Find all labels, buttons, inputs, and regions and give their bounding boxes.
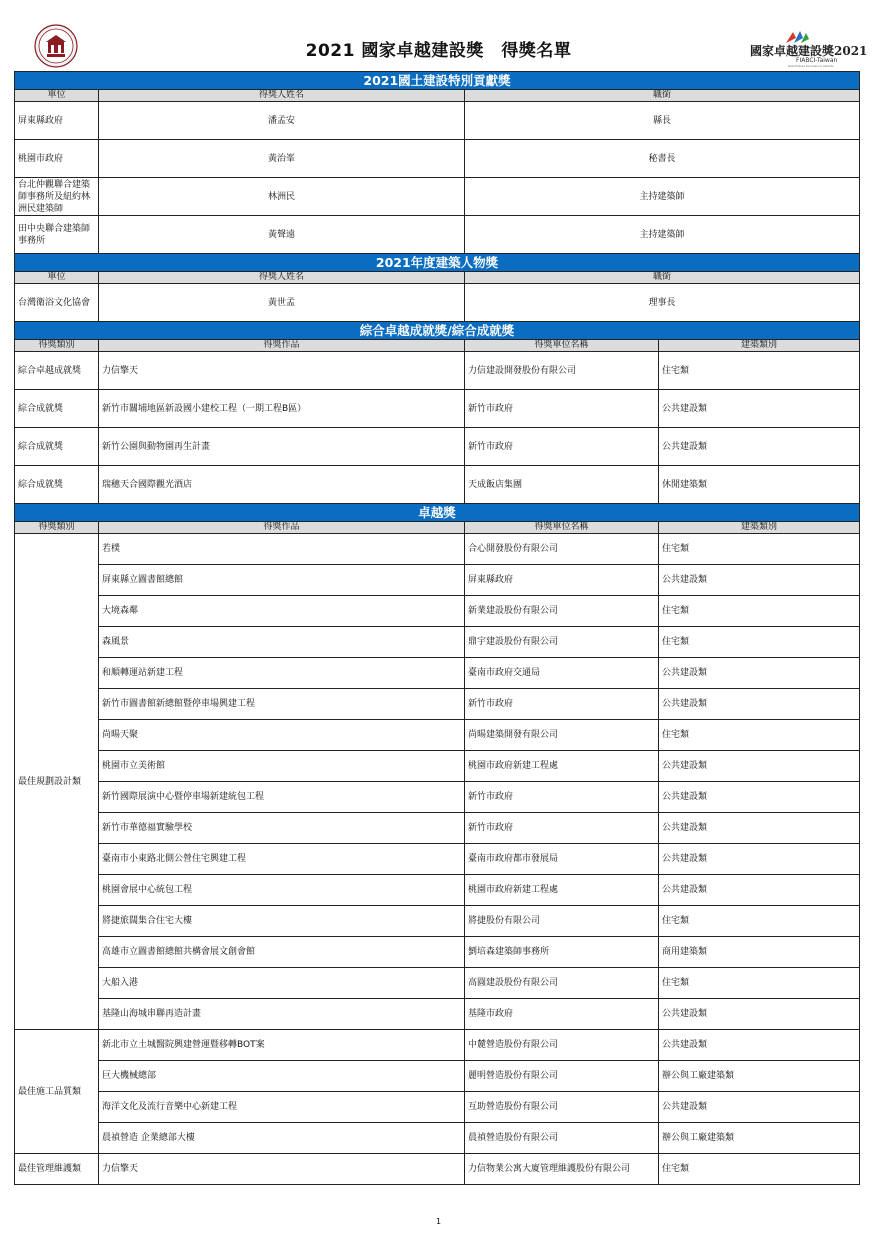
winner-unit-cell: 天成飯店集團: [465, 466, 659, 504]
column-header: 得獎類別: [15, 522, 99, 534]
column-header: 建築類別: [659, 340, 860, 352]
building-type-cell: 公共建設類: [659, 751, 860, 782]
winner-unit-cell: 桃園市政府新建工程處: [465, 875, 659, 906]
building-type-cell: 公共建設類: [659, 428, 860, 466]
table-row: [15, 1154, 860, 1185]
work-cell: 新竹市關埔地區新設國小建校工程（一期工程B區）: [99, 390, 465, 428]
job-title-cell: 秘書長: [465, 140, 860, 178]
award-category-cell: 最佳施工品質類: [15, 1030, 99, 1154]
building-type-cell: 住宅類: [659, 534, 860, 565]
column-header: 得獎作品: [99, 340, 465, 352]
section-title: 2021國土建設特別貢獻獎: [15, 72, 860, 90]
table-row: [15, 627, 860, 658]
column-header: 得獎人姓名: [99, 90, 465, 102]
table-row: [15, 751, 860, 782]
building-type-cell: 住宅類: [659, 1154, 860, 1185]
work-cell: 基隆山海城串聯再造計畫: [99, 999, 465, 1030]
page-header: [0, 0, 877, 70]
work-cell: 新北市立土城醫院興建營運暨移轉BOT案: [99, 1030, 465, 1061]
building-type-cell: 公共建設類: [659, 1030, 860, 1061]
building-type-cell: 公共建設類: [659, 1092, 860, 1123]
column-header: 得獎作品: [99, 522, 465, 534]
winner-name-cell: 林洲民: [99, 178, 465, 216]
building-type-cell: 公共建設類: [659, 844, 860, 875]
building-type-cell: 公共建設類: [659, 658, 860, 689]
winner-unit-cell: 新竹市政府: [465, 813, 659, 844]
award-logo-subtitle: FIABCI-Taiwan: [796, 57, 838, 64]
building-type-cell: 公共建設類: [659, 565, 860, 596]
table-row: [15, 102, 860, 140]
work-cell: 將捷旅闊集合住宅大樓: [99, 906, 465, 937]
work-cell: 桃園會展中心統包工程: [99, 875, 465, 906]
section-header: [15, 72, 860, 90]
job-title-cell: 主持建築師: [465, 178, 860, 216]
section-title: 綜合卓越成就獎/綜合成就獎: [15, 322, 860, 340]
column-header-row: [15, 522, 860, 534]
table-row: [15, 782, 860, 813]
winner-unit-cell: 互助營造股份有限公司: [465, 1092, 659, 1123]
work-cell: 臺南市小東路北側公營住宅興建工程: [99, 844, 465, 875]
table-row: [15, 140, 860, 178]
work-cell: 瑞穗天合國際觀光酒店: [99, 466, 465, 504]
table-row: [15, 534, 860, 565]
work-cell: 新竹公園與動物園再生計畫: [99, 428, 465, 466]
column-header: 職銜: [465, 90, 860, 102]
award-category-cell: 最佳管理維護類: [15, 1154, 99, 1185]
page-number: 1: [435, 1217, 442, 1226]
winner-unit-cell: 新竹市政府: [465, 428, 659, 466]
winner-unit-cell: 晨禎營造股份有限公司: [465, 1123, 659, 1154]
table-row: [15, 390, 860, 428]
building-type-cell: 商用建築類: [659, 937, 860, 968]
table-row: [15, 968, 860, 999]
winner-unit-cell: 麗明營造股份有限公司: [465, 1061, 659, 1092]
winner-unit-cell: 中麓營造股份有限公司: [465, 1030, 659, 1061]
table-row: [15, 720, 860, 751]
winner-unit-cell: 臺南市政府交通局: [465, 658, 659, 689]
winner-unit-cell: 力信建設開發股份有限公司: [465, 352, 659, 390]
unit-cell: 屏東縣政府: [15, 102, 99, 140]
table-row: [15, 178, 860, 216]
work-cell: 大船入港: [99, 968, 465, 999]
award-logo-text: 國家卓越建設獎2021: [750, 44, 868, 58]
job-title-cell: 主持建築師: [465, 216, 860, 254]
building-type-cell: 辦公與工廠建築類: [659, 1061, 860, 1092]
table-row: [15, 284, 860, 322]
table-row: [15, 216, 860, 254]
building-type-cell: 公共建設類: [659, 782, 860, 813]
job-title-cell: 縣長: [465, 102, 860, 140]
building-type-cell: 公共建設類: [659, 390, 860, 428]
table-row: [15, 1123, 860, 1154]
work-cell: 力信擎天: [99, 1154, 465, 1185]
table-row: [15, 565, 860, 596]
table-row: [15, 466, 860, 504]
winner-name-cell: 黃治峯: [99, 140, 465, 178]
building-type-cell: 公共建設類: [659, 689, 860, 720]
award-logo: [748, 30, 868, 70]
work-cell: 晨禎營造 企業總部大樓: [99, 1123, 465, 1154]
building-type-cell: 公共建設類: [659, 875, 860, 906]
building-type-cell: 辦公與工廠建築類: [659, 1123, 860, 1154]
winner-unit-cell: 新業建設股份有限公司: [465, 596, 659, 627]
column-header-row: [15, 90, 860, 102]
table-row: [15, 999, 860, 1030]
table-row: [15, 1030, 860, 1061]
work-cell: 若樸: [99, 534, 465, 565]
winner-unit-cell: 臺南市政府都市發展局: [465, 844, 659, 875]
table-row: [15, 844, 860, 875]
column-header: 單位: [15, 272, 99, 284]
work-cell: 尚暘天聚: [99, 720, 465, 751]
table-row: [15, 689, 860, 720]
table-row: [15, 1092, 860, 1123]
work-cell: 桃園市立美術館: [99, 751, 465, 782]
winner-name-cell: 黃聲遠: [99, 216, 465, 254]
award-category-cell: 綜合成就獎: [15, 428, 99, 466]
page-title: 2021 國家卓越建設獎 得獎名單: [305, 41, 572, 61]
column-header-row: [15, 272, 860, 284]
building-type-cell: 公共建設類: [659, 999, 860, 1030]
work-cell: 高雄市立圖書館總館共構會展文創會館: [99, 937, 465, 968]
unit-cell: 台灣衛浴文化協會: [15, 284, 99, 322]
section-title: 卓越獎: [15, 504, 860, 522]
column-header: 單位: [15, 90, 99, 102]
section-header: [15, 254, 860, 272]
table-row: [15, 658, 860, 689]
award-category-cell: 綜合卓越成就獎: [15, 352, 99, 390]
unit-cell: 台北仲觀聯合建築師事務所及紐約林洲民建築師: [15, 178, 99, 216]
job-title-cell: 理事長: [465, 284, 860, 322]
winner-name-cell: 潘孟安: [99, 102, 465, 140]
award-category-cell: 最佳規劃設計類: [15, 534, 99, 1030]
building-type-cell: 住宅類: [659, 596, 860, 627]
work-cell: 新竹市華德福實驗學校: [99, 813, 465, 844]
awards-table: [14, 71, 860, 1185]
winner-unit-cell: 新竹市政府: [465, 390, 659, 428]
winner-unit-cell: 基隆市政府: [465, 999, 659, 1030]
unit-cell: 桃園市政府: [15, 140, 99, 178]
winner-unit-cell: 合心開發股份有限公司: [465, 534, 659, 565]
winner-unit-cell: 桃園市政府新建工程處: [465, 751, 659, 782]
building-type-cell: 住宅類: [659, 720, 860, 751]
winner-unit-cell: 劉培森建築師事務所: [465, 937, 659, 968]
work-cell: 海洋文化及流行音樂中心新建工程: [99, 1092, 465, 1123]
column-header: 得獎單位名稱: [465, 340, 659, 352]
winner-unit-cell: 尚暘建築開發有限公司: [465, 720, 659, 751]
column-header: 建築類別: [659, 522, 860, 534]
winner-unit-cell: 鼎宇建設股份有限公司: [465, 627, 659, 658]
work-cell: 大境森鄰: [99, 596, 465, 627]
winner-unit-cell: 新竹市政府: [465, 782, 659, 813]
winner-name-cell: 黃世孟: [99, 284, 465, 322]
table-row: [15, 813, 860, 844]
work-cell: 新竹國際展演中心暨停車場新建統包工程: [99, 782, 465, 813]
table-row: [15, 1061, 860, 1092]
work-cell: 和順轉運站新建工程: [99, 658, 465, 689]
award-category-cell: 綜合成就獎: [15, 466, 99, 504]
winner-unit-cell: 高圓建設股份有限公司: [465, 968, 659, 999]
award-logo-tagline: Real Estate Excellence Awards: [788, 64, 834, 68]
column-header: 得獎人姓名: [99, 272, 465, 284]
building-type-cell: 住宅類: [659, 627, 860, 658]
unit-cell: 田中央聯合建築師事務所: [15, 216, 99, 254]
building-type-cell: 住宅類: [659, 906, 860, 937]
work-cell: 巨大機械總部: [99, 1061, 465, 1092]
column-header: 得獎單位名稱: [465, 522, 659, 534]
building-type-cell: 住宅類: [659, 352, 860, 390]
winner-unit-cell: 將捷股份有限公司: [465, 906, 659, 937]
winner-unit-cell: 屏東縣政府: [465, 565, 659, 596]
section-header: [15, 504, 860, 522]
table-row: [15, 906, 860, 937]
table-row: [15, 937, 860, 968]
section-title: 2021年度建築人物獎: [15, 254, 860, 272]
award-category-cell: 綜合成就獎: [15, 390, 99, 428]
work-cell: 力信擎天: [99, 352, 465, 390]
table-row: [15, 875, 860, 906]
table-row: [15, 428, 860, 466]
work-cell: 屏東縣立圖書館總館: [99, 565, 465, 596]
column-header: 職銜: [465, 272, 860, 284]
section-header: [15, 322, 860, 340]
column-header-row: [15, 340, 860, 352]
work-cell: 森風景: [99, 627, 465, 658]
work-cell: 新竹市圖書館新總館暨停車場興建工程: [99, 689, 465, 720]
table-row: [15, 596, 860, 627]
table-row: [15, 352, 860, 390]
building-type-cell: 住宅類: [659, 968, 860, 999]
winner-unit-cell: 新竹市政府: [465, 689, 659, 720]
column-header: 得獎類別: [15, 340, 99, 352]
building-type-cell: 公共建設類: [659, 813, 860, 844]
winner-unit-cell: 力信物業公寓大廈管理維護股份有限公司: [465, 1154, 659, 1185]
building-type-cell: 休閒建築類: [659, 466, 860, 504]
